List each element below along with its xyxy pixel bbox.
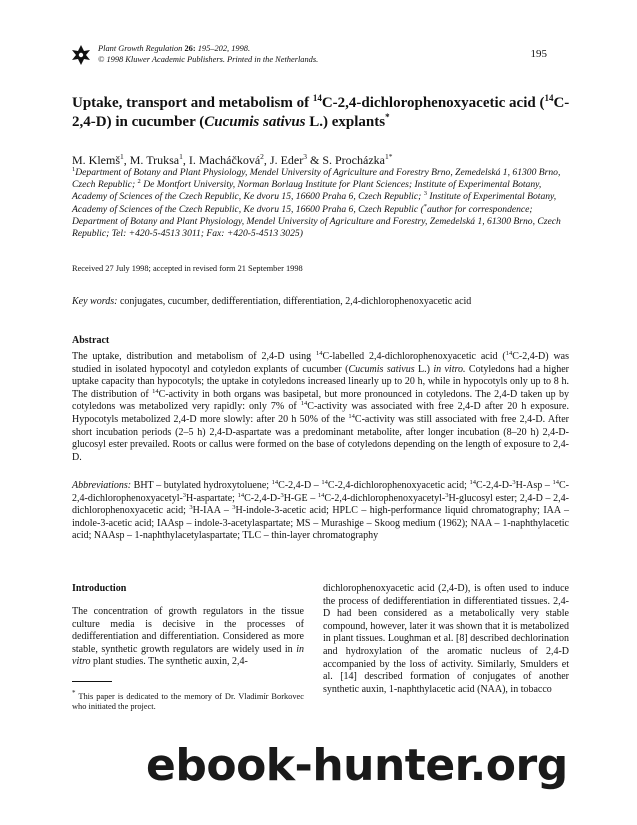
abstract-heading: Abstract (72, 335, 110, 346)
journal-citation (98, 44, 318, 65)
paper-title: Uptake, transport and metabolism of $^{14}$C-2,4-dichlorophenoxyacetic acid ($^{14}$C-2,4-D) in cucumber (Cucumis sativus L.) explants* (72, 93, 570, 130)
watermark: ebook-hunter.org (146, 740, 568, 791)
abbreviations-label: Abbreviations: (72, 480, 132, 491)
publisher-logo-icon (72, 45, 90, 65)
journal-volume: 26: (184, 44, 196, 53)
introduction-right-column: dichlorophenoxyacetic acid (2,4-D), is often used to induce the process of dedifferentiation in differentiated tissues. 2,4-D had been considered as a metabolically very stable compound, however, later it was shown that it is metabolized in plant tissues. Loughman et al. [8] described dechlorination and hydroxylation of the aromatic nucleus of 2,4-D accompanied by the loss of activity. Similarly, Smulders et al. [14] described formation of conjugates of another synthetic auxin, 1-naphthylacetic acid (NAA), in tobacco (323, 583, 569, 695)
keywords (72, 296, 572, 307)
copyright-line: © 1998 Kluwer Academic Publishers. Printed in the Netherlands. (98, 54, 319, 64)
received-dates: Received 27 July 1998; accepted in revised form 21 September 1998 (72, 264, 303, 273)
keywords-label: Key words: (72, 296, 118, 307)
journal-name: Plant Growth Regulation (98, 44, 183, 53)
footnote-divider (72, 681, 112, 682)
affiliations: $^1$Department of Botany and Plant Physiology, Mendel University of Agriculture and Forestry Brno, Zemedelská 1, 61300 Brno, Czech Republic; $^2$ De Montfort University, Norman Borlaug Institute for Plant Sciences; Institute of Experimental Botany, Academy of Sciences of the Czech Republic, Ke dvoru 15, 16600 Praha 6, Czech Republic; $^3$ Institute of Experimental Botany, Academy of Sciences of the Czech Republic, Ke dvoru 15, 16600 Praha 6, Czech Republic (*author for correspondence; Department of Botany and Plant Physiology, Mendel University of Agriculture and Forestry, Zemedelská 1, 61300 Brno, Czech Republic; Tel: +420-5-4513 3011; Fax: +420-5-4513 3025) (72, 166, 561, 240)
introduction-heading: Introduction (72, 583, 127, 594)
journal-pages: 195–202, 1998. (195, 44, 251, 53)
page-number: 195 (530, 48, 547, 60)
introduction-left-column: The concentration of growth regulators in the tissue culture media is decisive in the processes of dedifferentiation and differentiation. Considered as more stable, synthetic growth regulators are widely used in in vitro plant studies. The synthetic auxin, 2,4- (72, 606, 304, 668)
author-list: M. Klemš$^1$, M. Truksa$^1$, I. Macháčková$^2$, J. Eder$^3$ & S. Procházka$^{1*}$ (72, 152, 393, 167)
footnote: * This paper is dedicated to the memory of Dr. Vladimír Borkovec who initiated the project. (72, 689, 304, 712)
abstract-text: The uptake, distribution and metabolism of 2,4-D using $^{14}$C-labelled 2,4-dichlorophenoxyacetic acid ($^{14}$C-2,4-D) was studied in isolated hypocotyl and cotyledon explants of cucumber (Cucumis sativus L.) in vitro. Cotyledons had a higher uptake capacity than hypocotyls; the uptake in cotyledons increased linearly up to 20 h, while in hypocotyls only up to 8 h. The distribution of $^{14}$C-activity in both organs was basipetal, but more pronounced in cotyledons. The 2,4-D taken up by cotyledons was metabolized very rapidly: only 7% of $^{14}$C-activity was associated with free 2,4-D after 20 h exposure. Hypocotyls metabolized 2,4-D more slowly: after 20 h 50% of the $^{14}$C-activity was still associated with free 2,4-D. After short incubation periods (2–5 h) 2,4-D-aspartate was a predominant metabolite, after longer incubation (8–20 h) 2,4-D-glucosyl ester prevailed. Roots or callus were formed on the base of cotyledons depending on the length of exposure to 2,4-D. (72, 350, 570, 463)
keywords-text: conjugates, cucumber, dedifferentiation, differentiation, 2,4-dichlorophenoxyacetic acid (117, 296, 472, 307)
abbreviations: Abbreviations: BHT – butylated hydroxytoluene; $^{14}$C-2,4-D – $^{14}$C-2,4-dichlorophenoxyacetic acid; $^{14}$C-2,4-D-$^3$H-Asp – $^{14}$C-2,4-dichlorophenoxyacetyl-$^3$H-aspartate; $^{14}$C-2,4-D-$^3$H-GE – $^{14}$C-2,4-dichlorophenoxyacetyl-$^3$H-glucosyl ester; 2,4-D – 2,4-dichlorophenoxyacetic acid; $^3$H-IAA – $^3$H-indole-3-acetic acid; HPLC – high-performance liquid chromatography; IAA – indole-3-acetic acid; IAAsp – indole-3-acetylaspartate; MS – Murashige – Skoog medium (1962); NAA – 1-naphthylacetic acid; NAAsp – 1-naphthylacetylaspartate; TLC – thin-layer chromatography (72, 479, 569, 542)
